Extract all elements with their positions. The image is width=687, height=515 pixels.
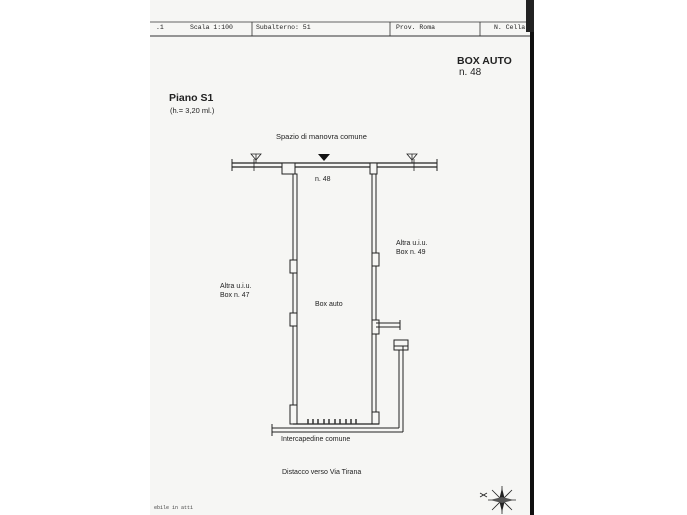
cavity-label: Intercapedine comune [281,436,351,443]
pilaster [290,313,297,326]
unit-number-title: n. 48 [459,67,482,78]
right-neighbor-line1: Altra u.i.u. [396,240,428,247]
unit-type-title: BOX AUTO [457,55,512,67]
level-marker-left [251,154,261,163]
cavity-hatching [308,419,356,424]
pilaster [290,405,297,424]
floor-height: (h.= 3,20 ml.) [170,106,215,115]
cell-label: N. Cella [494,24,526,31]
sheet-number: .1 [156,24,164,31]
floor-title: Piano S1 [169,92,214,104]
room-label: Box auto [315,301,343,308]
province-label: Prov. Roma [396,24,436,31]
maneuver-space-label: Spazio di manovra comune [276,132,367,141]
pilaster [372,412,379,424]
distance-label: Distacco verso Via Tirana [282,469,362,476]
sheet-edge-shadow [526,0,534,32]
left-neighbor-line2: Box n. 47 [220,292,250,299]
floor-plan-sheet [150,0,533,515]
triangle-marker-icon [318,154,330,161]
left-neighbor-line1: Altra u.i.u. [220,283,252,290]
level-marker-right [407,154,417,163]
subalterno-label: Subalterno: 51 [256,24,311,31]
pilaster [372,253,379,266]
footer-note: ebile in atti [154,505,194,511]
cavity-end [394,340,408,350]
right-margin [535,0,687,515]
left-wall [293,174,297,424]
pilaster [290,260,297,273]
sheet-edge-shadow [530,0,534,515]
entrance-pillar [282,163,295,174]
scale-label: Scala 1:100 [190,24,233,31]
right-neighbor-line2: Box n. 49 [396,249,426,256]
right-wall [372,174,376,424]
compass-rose-icon [480,486,516,514]
entrance-pillar [370,163,377,174]
left-margin [0,0,150,515]
unit-number-label: n. 48 [315,176,331,183]
